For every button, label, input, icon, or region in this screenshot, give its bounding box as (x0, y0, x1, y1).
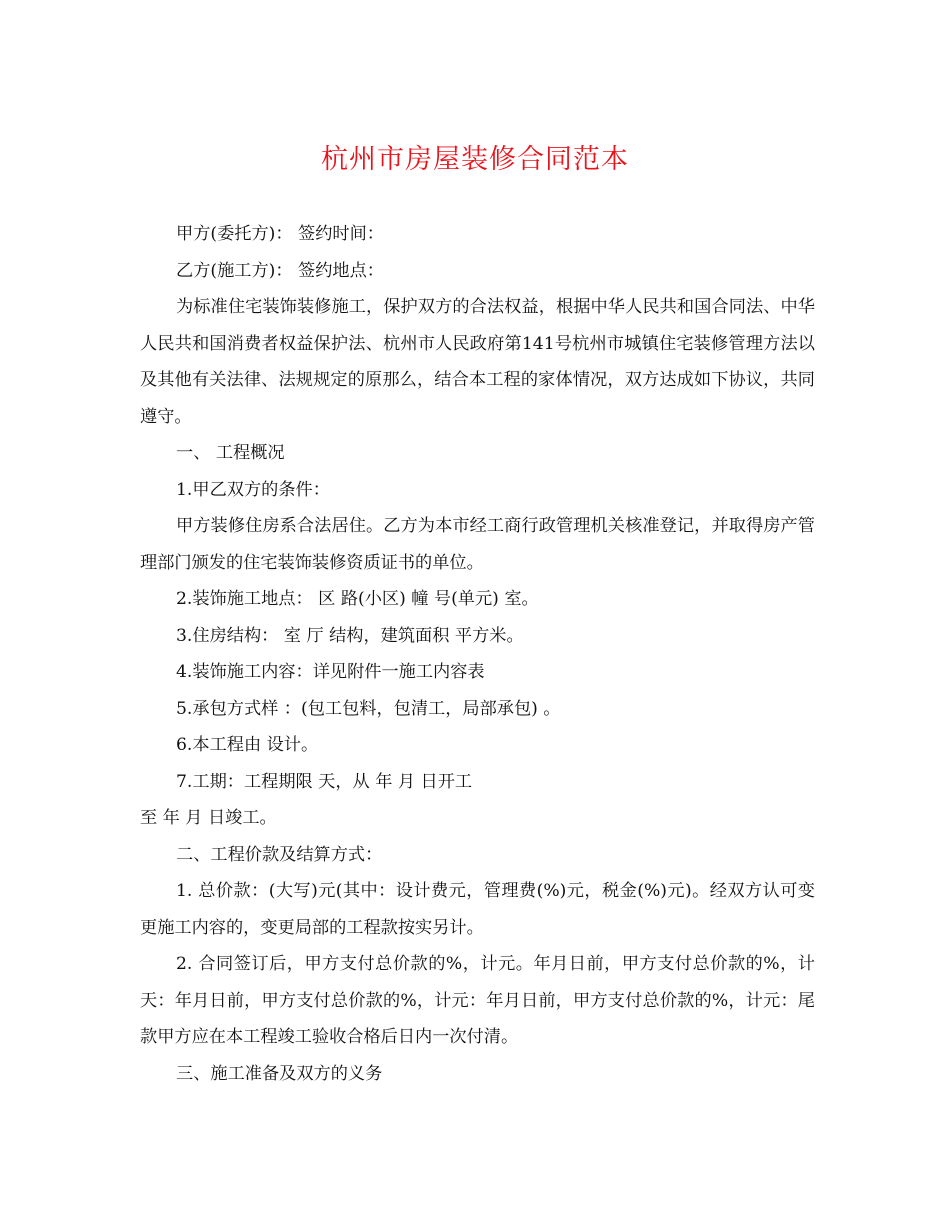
clause-1-detail: 甲方装修住房系合法居住。乙方为本市经工商行政管理机关核准登记，并取得房产管理部门颁发的住宅装饰装修资质证书的单位。 (140, 516, 815, 573)
section-heading-payment: 二、工程价款及结算方式： (176, 844, 383, 865)
clause-4: 4.装饰施工内容：详见附件一施工内容表 (176, 662, 485, 682)
clause-7: 7.工期：工程期限 天，从 年 月 日开工 (176, 771, 473, 792)
document-title: 杭州市房屋装修合同范本 (321, 144, 629, 175)
section-heading-overview: 一、 工程概况 (176, 443, 285, 463)
clause-2: 2.装饰施工地点： 区 路(小区) 幢 号(单元) 室。 (176, 589, 539, 609)
clause-5: 5.承包方式样 ：(包工包料，包清工，局部承包) 。 (176, 698, 561, 719)
section-heading-obligations: 三、施工准备及双方的义务 (176, 1063, 383, 1084)
clause-7-continuation: 至 年 月 日竣工。 (140, 808, 277, 828)
clause-3: 3.住房结构： 室 厅 结构，建筑面积 平方米。 (176, 625, 524, 646)
payment-clause-1: 1. 总价款：(大写)元(其中：设计费元，管理费(%)元，税金(%)元)。经双方认可变更施工内容的，变更局部的工程款按实另计。 (140, 881, 815, 938)
party-a-line: 甲方(委托方)： 签约时间： (176, 224, 384, 244)
preamble-paragraph: 为标准住宅装饰装修施工，保护双方的合法权益，根据中华人民共和国合同法、中华人民共和国消费者权益保护法、杭州市人民政府第141号杭州市城镇住宅装修管理方法以及其他有关法律、法规规定的原那么，结合本工程的家体情况，双方达成如下协议，共同遵守。 (140, 297, 815, 427)
payment-clause-2: 2. 合同签订后，甲方支付总价款的%，计元。年月日前，甲方支付总价款的%，计天：年月日前，甲方支付总价款的%，计元：年月日前，甲方支付总价款的%，计元：尾款甲方应在本工程竣工验收合格后日内一次付清。 (140, 954, 815, 1047)
document-body (140, 216, 815, 1092)
clause-6: 6.本工程由 设计。 (176, 735, 319, 755)
clause-1: 1.甲乙双方的条件： (176, 479, 330, 500)
party-b-line: 乙方(施工方)： 签约地点： (176, 260, 384, 281)
